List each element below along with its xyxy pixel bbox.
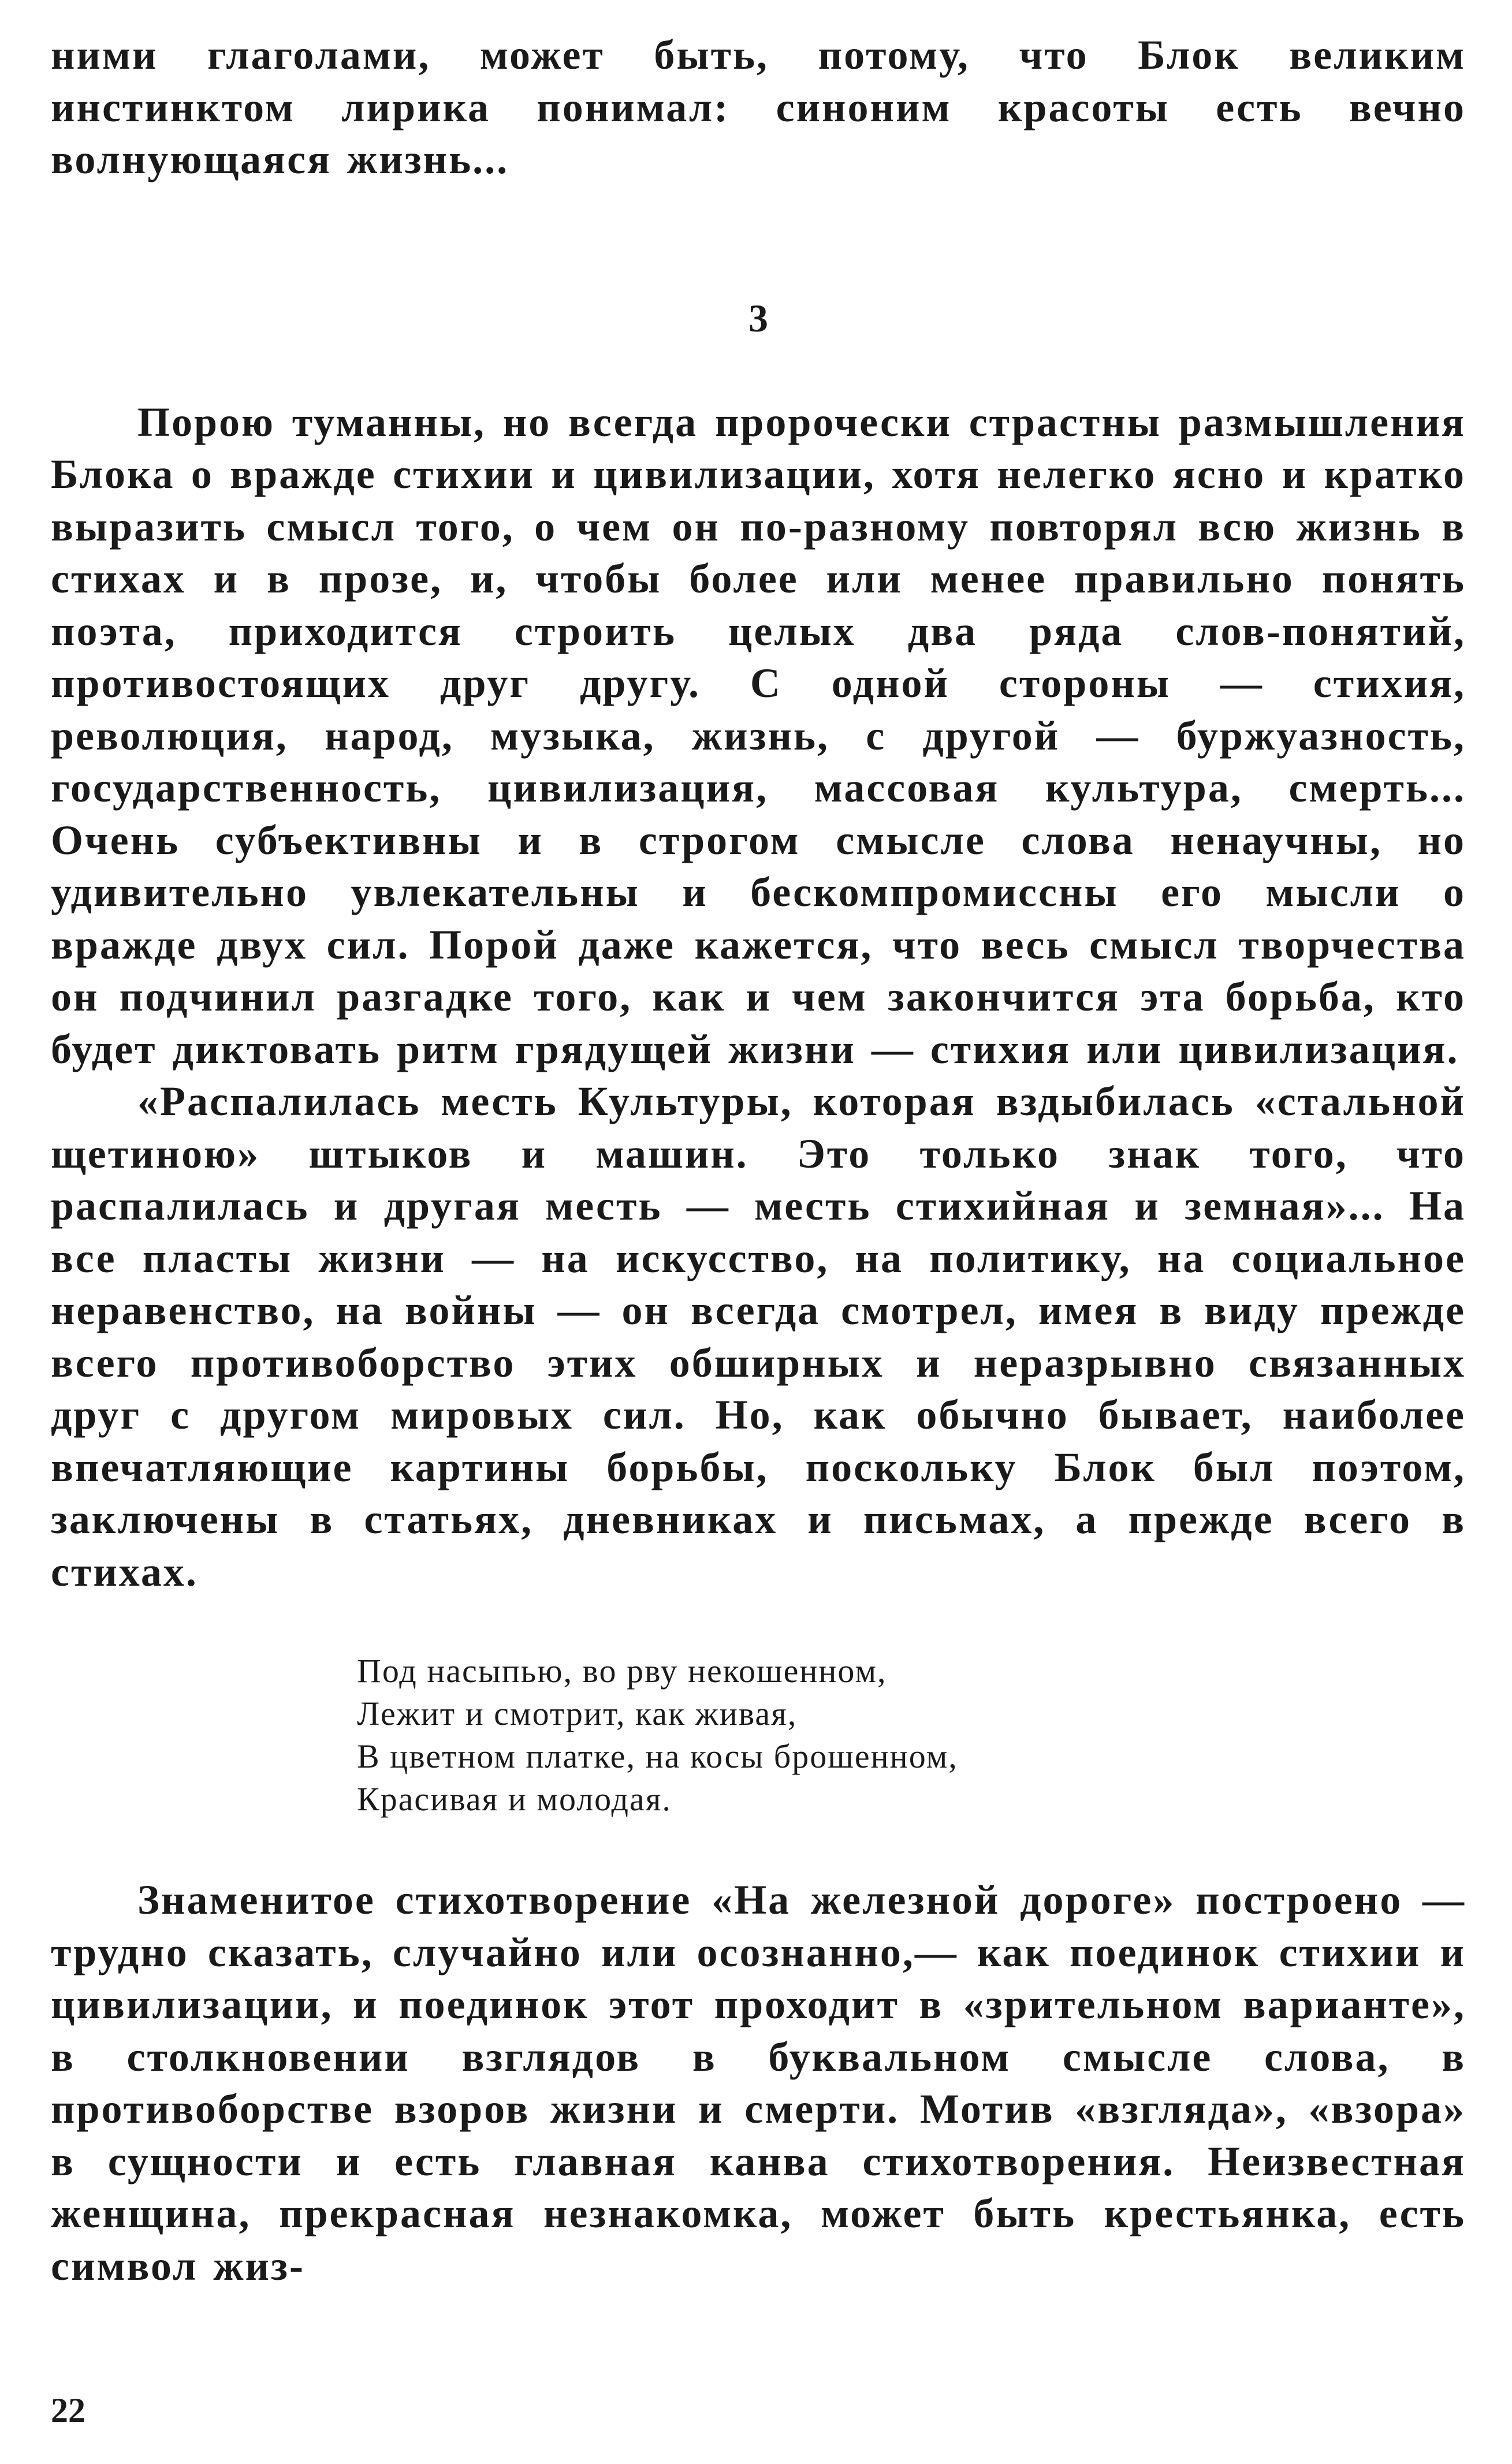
poem-quote <box>357 1650 1466 1821</box>
poem-line: Под насыпью, во рву некошенном, <box>357 1652 887 1690</box>
paragraph-2: «Распалилась месть Культуры, которая вздыбилась «стальной щетиною» штыков и машин. Это только знак того, что распалилась и другая месть — месть стихийная и земная»... На все пласты жизни — на искусство, на политику, на социальное неравенство, на войны — он всегда смотрел, имея в виду прежде всего противоборство этих обширных и неразрывно связанных друг с другом мировых сил. Но, как обычно бывает, наиболее впечатляющие картины борьбы, поскольку Блок был поэтом, заключены в статьях, дневниках и письмах, а прежде всего в стихах. <box>51 1078 1466 1595</box>
paragraph-3: Знаменитое стихотворение «На железной дороге» построено — трудно сказать, случайно или осознанно,— как поединок стихии и цивилизации, и поединок этот проходит в «зрительном варианте», в столкновении взглядов в буквальном смысле слова, в противоборстве взоров жизни и смерти. Мотив «взгляда», «взора» в сущности и есть главная канва стихотворения. Неизвестная женщина, прекрасная незнакомка, может быть крестьянка, есть символ жиз- <box>51 1877 1466 2289</box>
paragraph-1: Порою туманны, но всегда пророчески страстны размышления Блока о вражде стихии и цивилизации, хотя нелегко ясно и кратко выразить смысл того, о чем он по-разному повторял всю жизнь в стихах и в прозе, и, чтобы более или менее правильно понять поэта, приходится строить целых два ряда слов-понятий, противостоящих друг другу. С одной стороны — стихия, революция, народ, музыка, жизнь, с другой — буржуазность, государственность, цивилизация, массовая культура, смерть... Очень субъективны и в строгом смысле слова ненаучны, но удивительно увлекательны и бескомпромиссны его мысли о вражде двух сил. Порой даже кажется, что весь смысл творчества он подчинил разгадке того, как и чем закончится эта борьба, кто будет диктовать ритм грядущей жизни — стихия или цивилизация. <box>51 398 1466 1072</box>
poem-line: Лежит и смотрит, как живая, <box>357 1695 798 1732</box>
opening-paragraph: ними глаголами, может быть, потому, что Блок великим инстинктом лирика понимал: синоним красоты есть вечно волнующаяся жизнь... <box>51 32 1466 182</box>
poem-line: В цветном платке, на косы брошенном, <box>357 1738 958 1775</box>
section-number: 3 <box>748 296 768 340</box>
poem-line: Красивая и молодая. <box>357 1780 672 1818</box>
page-content <box>51 29 1466 2292</box>
page-number: 22 <box>51 2391 85 2429</box>
